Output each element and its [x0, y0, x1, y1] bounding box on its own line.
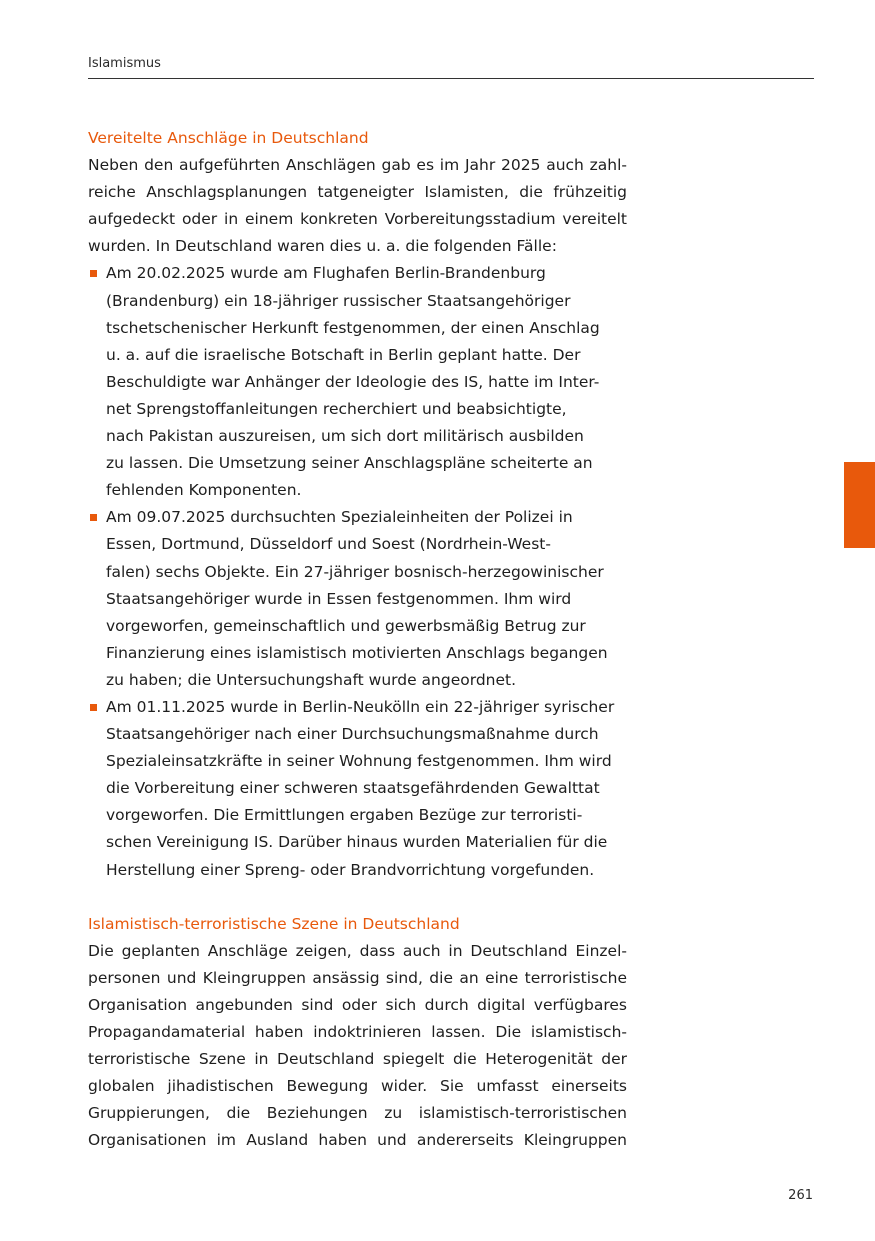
- text-line: Organisation angebunden sind oder sich durch digital verfügbares: [88, 995, 627, 1014]
- text-line: Finanzierung eines islamistisch motivierten Anschlags begangen: [106, 643, 608, 662]
- case-list: [88, 260, 627, 883]
- text-line: zu haben; die Untersuchungshaft wurde angeordnet.: [106, 670, 517, 689]
- text-line: personen und Kleingruppen ansässig sind, die an eine terroristische: [88, 968, 627, 987]
- text-line: Beschuldigte war Anhänger der Ideologie des IS, hatte im Inter-: [106, 372, 600, 391]
- text-line: Essen, Dortmund, Düsseldorf und Soest (Nordrhein-West-: [106, 535, 551, 554]
- section-heading-vereitelte-anschlaege: Vereitelte Anschläge in Deutschland: [88, 129, 369, 147]
- text-line: Organisationen im Ausland haben und andererseits Kleingruppen: [88, 1131, 627, 1150]
- text-line: Neben den aufgeführten Anschlägen gab es im Jahr 2025 auch zahl-: [88, 156, 627, 175]
- square-bullet-icon: [90, 270, 97, 277]
- text-line: vorgeworfen. Die Ermittlungen ergaben Bezüge zur terroristi-: [106, 806, 583, 825]
- text-line: schen Vereinigung IS. Darüber hinaus wurden Materialien für die: [106, 833, 608, 852]
- text-line: Am 09.07.2025 durchsuchten Spezialeinheiten der Polizei in: [106, 508, 573, 527]
- text-line: wurden. In Deutschland waren dies u. a. die folgenden Fälle:: [88, 237, 557, 256]
- text-line: Staatsangehöriger wurde in Essen festgenommen. Ihm wird: [106, 589, 572, 608]
- text-line: fehlenden Komponenten.: [106, 481, 302, 500]
- section-heading-terror-szene: Islamistisch-terroristische Szene in Deutschland: [88, 914, 460, 933]
- text-line: Am 01.11.2025 wurde in Berlin-Neukölln ein 22-jähriger syrischer: [106, 697, 615, 716]
- text-line: Gruppierungen, die Beziehungen zu islamistisch-terroristischen: [88, 1104, 627, 1123]
- main-content: [88, 125, 627, 1154]
- section-spacer: [88, 884, 627, 911]
- running-head: Islamismus: [88, 56, 161, 71]
- text-line: terroristische Szene in Deutschland spiegelt die Heterogenität der: [88, 1050, 627, 1069]
- text-line: globalen jihadistischen Bewegung wider. Sie umfasst einerseits: [88, 1077, 627, 1096]
- text-line: u. a. auf die israelische Botschaft in Berlin geplant hatte. Der: [106, 345, 581, 364]
- text-line: falen) sechs Objekte. Ein 27-jähriger bosnisch-herzegowinischer: [106, 562, 604, 581]
- text-line: Spezialeinsatzkräfte in seiner Wohnung festgenommen. Ihm wird: [106, 752, 612, 771]
- list-item: [88, 694, 627, 884]
- text-line: reiche Anschlagsplanungen tatgeneigter Islamisten, die frühzeitig: [88, 183, 627, 202]
- text-line: zu lassen. Die Umsetzung seiner Anschlagspläne scheiterte an: [106, 454, 593, 473]
- text-line: Herstellung einer Spreng- oder Brandvorrichtung vorgefunden.: [106, 860, 595, 879]
- text-line: Staatsangehöriger nach einer Durchsuchungsmaßnahme durch: [106, 725, 599, 744]
- square-bullet-icon: [90, 514, 97, 521]
- text-line: nach Pakistan auszureisen, um sich dort militärisch ausbilden: [106, 427, 584, 446]
- text-line: Am 20.02.2025 wurde am Flughafen Berlin-Brandenburg: [106, 264, 546, 283]
- square-bullet-icon: [90, 704, 97, 711]
- chapter-tab-marker: [844, 462, 875, 548]
- intro-paragraph: [88, 152, 627, 260]
- text-line: die Vorbereitung einer schweren staatsgefährdenden Gewalttat: [106, 779, 600, 798]
- text-line: vorgeworfen, gemeinschaftlich und gewerbsmäßig Betrug zur: [106, 616, 586, 635]
- text-line: tschetschenischer Herkunft festgenommen, der einen Anschlag: [106, 318, 600, 337]
- text-line: aufgedeckt oder in einem konkreten Vorbereitungsstadium vereitelt: [88, 210, 627, 229]
- text-line: Die geplanten Anschläge zeigen, dass auch in Deutschland Einzel-: [88, 941, 627, 960]
- body-paragraph: [88, 938, 627, 1155]
- page-number: 261: [788, 1188, 813, 1203]
- list-item: [88, 260, 627, 504]
- header-divider: [88, 78, 814, 79]
- text-line: (Brandenburg) ein 18-jähriger russischer Staatsangehöriger: [106, 291, 571, 310]
- list-item: [88, 504, 627, 694]
- text-line: net Sprengstoffanleitungen recherchiert und beabsichtigte,: [106, 399, 567, 418]
- text-line: Propagandamaterial haben indoktrinieren lassen. Die islamistisch-: [88, 1023, 627, 1041]
